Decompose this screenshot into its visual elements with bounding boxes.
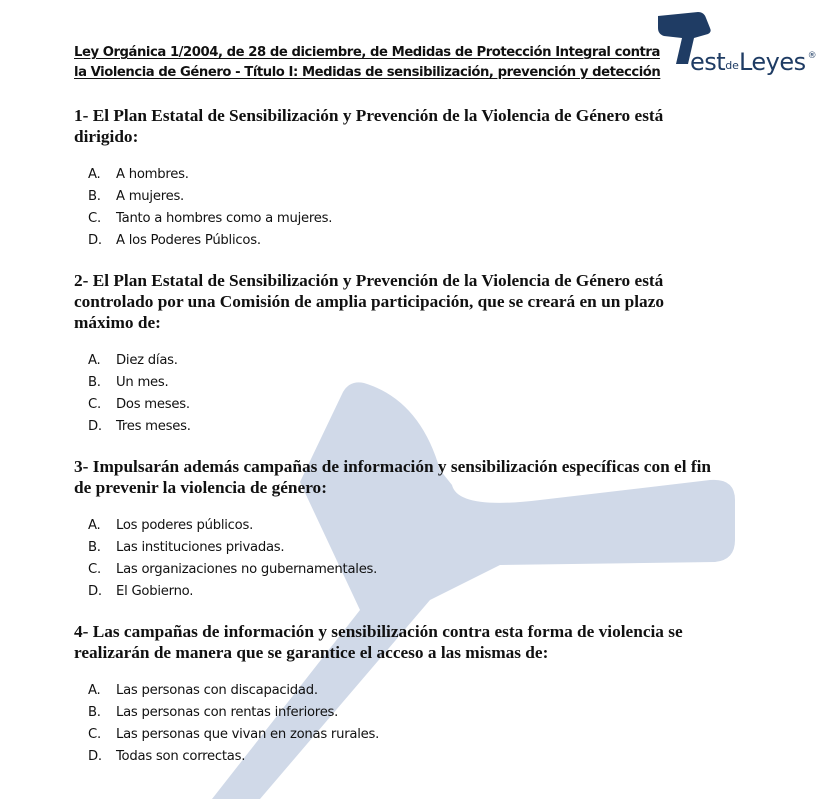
- option-text: Diez días.: [116, 353, 178, 368]
- option-letter: C.: [88, 397, 101, 412]
- answer-option[interactable]: [74, 394, 834, 416]
- option-letter: A.: [88, 518, 101, 533]
- answer-option[interactable]: [74, 372, 834, 394]
- option-letter: C.: [88, 727, 101, 742]
- option-text: Tanto a hombres como a mujeres.: [116, 211, 333, 226]
- option-text: A los Poderes Públicos.: [116, 233, 261, 248]
- option-letter: B.: [88, 375, 101, 390]
- option-text: A hombres.: [116, 167, 189, 182]
- answer-option[interactable]: [74, 680, 834, 702]
- registered-mark: ®: [807, 51, 817, 61]
- question-2: [74, 270, 834, 438]
- question-3: [74, 456, 834, 603]
- testdeleyes-logo: [654, 8, 834, 80]
- header-title-line-1: Ley Orgánica 1/2004, de 28 de diciembre, de Medidas de Protección Integral contra: [74, 45, 660, 60]
- option-letter: B.: [88, 705, 101, 720]
- logo-text-de: de: [725, 59, 739, 72]
- logo-wordmark: [690, 48, 817, 76]
- option-letter: B.: [88, 540, 101, 555]
- option-letter: B.: [88, 189, 101, 204]
- option-letter: A.: [88, 683, 101, 698]
- answer-option[interactable]: [74, 230, 834, 252]
- option-text: Todas son correctas.: [116, 749, 246, 764]
- question-text: 2- El Plan Estatal de Sensibilización y Prevención de la Violencia de Género está controlado por una Comisión de amplia participación, que se creará en un plazo máximo de:: [74, 271, 665, 332]
- question-text: 3- Impulsarán además campañas de información y sensibilización específicas con el fin de prevenir la violencia de género:: [74, 457, 712, 497]
- answer-option[interactable]: [74, 515, 834, 537]
- answer-option[interactable]: [74, 746, 834, 768]
- option-letter: D.: [88, 584, 102, 599]
- answer-option[interactable]: [74, 537, 834, 559]
- option-letter: D.: [88, 419, 102, 434]
- answer-option[interactable]: [74, 581, 834, 603]
- question-4: [74, 621, 834, 768]
- question-1: [74, 105, 834, 252]
- logo-text-leyes: Leyes: [738, 48, 806, 76]
- option-text: Las personas con rentas inferiores.: [116, 705, 339, 720]
- option-text: Dos meses.: [116, 397, 190, 412]
- answer-options: [74, 164, 834, 252]
- option-text: Un mes.: [116, 375, 169, 390]
- option-letter: C.: [88, 562, 101, 577]
- option-text: El Gobierno.: [116, 584, 194, 599]
- option-letter: A.: [88, 353, 101, 368]
- answer-option[interactable]: [74, 350, 834, 372]
- answer-options: [74, 515, 834, 603]
- answer-option[interactable]: [74, 702, 834, 724]
- option-text: Tres meses.: [116, 419, 191, 434]
- answer-option[interactable]: [74, 416, 834, 438]
- question-text: 4- Las campañas de información y sensibilización contra esta forma de violencia se realizarán de manera que se garantice el acceso a las mismas de:: [74, 622, 683, 662]
- logo-text-est: est: [690, 48, 726, 76]
- answer-option[interactable]: [74, 208, 834, 230]
- option-letter: D.: [88, 233, 102, 248]
- option-letter: D.: [88, 749, 102, 764]
- option-text: Las organizaciones no gubernamentales.: [116, 562, 378, 577]
- option-letter: A.: [88, 167, 101, 182]
- header-title-line-2: la Violencia de Género - Título I: Medidas de sensibilización, prevención y detección: [74, 65, 661, 80]
- option-text: Las personas que vivan en zonas rurales.: [116, 727, 380, 742]
- answer-options: [74, 680, 834, 768]
- option-text: Las instituciones privadas.: [116, 540, 285, 555]
- option-text: Los poderes públicos.: [116, 518, 254, 533]
- document-header: [74, 43, 661, 83]
- answer-option[interactable]: [74, 724, 834, 746]
- answer-option[interactable]: [74, 164, 834, 186]
- answer-option[interactable]: [74, 186, 834, 208]
- question-list: [74, 105, 834, 786]
- option-letter: C.: [88, 211, 101, 226]
- question-text: 1- El Plan Estatal de Sensibilización y Prevención de la Violencia de Género está dirigido:: [74, 106, 664, 146]
- option-text: Las personas con discapacidad.: [116, 683, 318, 698]
- option-text: A mujeres.: [116, 189, 185, 204]
- answer-options: [74, 350, 834, 438]
- answer-option[interactable]: [74, 559, 834, 581]
